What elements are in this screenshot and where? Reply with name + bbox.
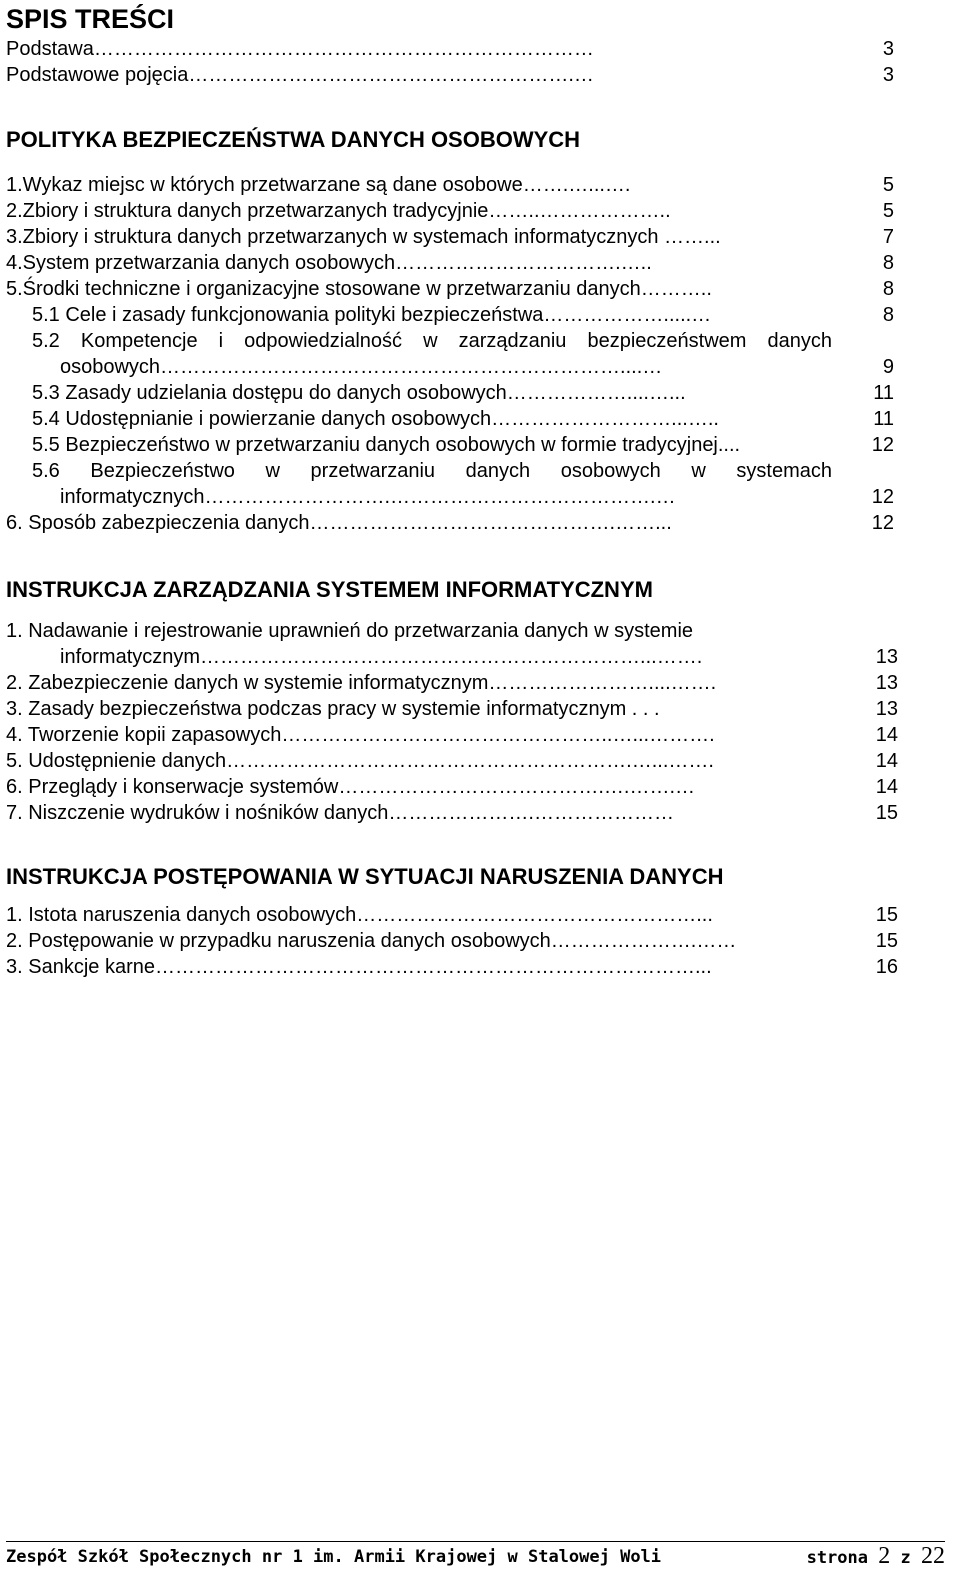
toc-entry-text: 2. Postępowanie w przypadku naruszenia danych osobowych………………….…… [6, 930, 737, 952]
section-heading-polityka: POLITYKA BEZPIECZEŃSTWA DANYCH OSOBOWYCH [6, 127, 581, 152]
toc-entry[interactable] [0, 618, 960, 670]
toc-entry-text: 5.6 Bezpieczeństwo w przetwarzaniu danych osobowych w systemach [32, 460, 832, 482]
toc-entry-text: 6. Przeglądy i konserwacje systemów………………………………….….…….… [6, 776, 696, 798]
section-heading-instrukcja-postepowania: INSTRUKCJA POSTĘPOWANIA W SYTUACJI NARUSZENIA DANYCH [6, 864, 724, 889]
toc-entry[interactable] [0, 406, 960, 432]
toc-entry-page: 15 [875, 930, 898, 952]
footer-page-sep: z [900, 1548, 911, 1568]
toc-entry-page: 16 [875, 956, 898, 978]
footer-divider [6, 1541, 945, 1542]
footer-page-indicator [807, 1542, 945, 1572]
toc-entry[interactable] [0, 224, 960, 250]
toc-entry[interactable] [0, 774, 960, 800]
toc-entry-text: 1.Wykaz miejsc w których przetwarzane są dane osobowe…….…...…. [6, 174, 631, 196]
footer-school-name: Zespół Szkół Społecznych nr 1 im. Armii Krajowej w Stalowej Woli [6, 1547, 662, 1567]
toc-entry-page: 14 [875, 776, 898, 798]
footer-page-current: 2 [878, 1543, 891, 1569]
toc-entry[interactable] [0, 432, 960, 458]
toc-entry-text: 3.Zbiory i struktura danych przetwarzanych w systemach informatycznych ……... [6, 226, 721, 248]
toc-entry-page: 13 [875, 698, 898, 720]
toc-entry-text: 3. Zasady bezpieczeństwa podczas pracy w systemie informatycznym . . . [6, 698, 660, 720]
toc-entry-text: 5.4 Udostępnianie i powierzanie danych osobowych………………………...….. [32, 408, 719, 430]
toc-entry-page: 15 [875, 904, 898, 926]
toc-entry[interactable] [0, 510, 960, 536]
toc-entry-text: 7. Niszczenie wydruków i nośników danych………………….………………… [6, 802, 674, 824]
toc-entry[interactable] [0, 722, 960, 748]
toc-entry-text: 3. Sankcje karne………………………………………………………………………... [6, 956, 712, 978]
toc-entry-text-cont: osobowych……………………………………………………………....… [60, 356, 663, 378]
toc-entry-text: 5.2 Kompetencje i odpowiedzialność w zarządzaniu bezpieczeństwem danych [32, 330, 832, 352]
toc-entry[interactable] [0, 748, 960, 774]
toc-entry-text: 5.Środki techniczne i organizacyjne stosowane w przetwarzaniu danych……….. [6, 278, 712, 300]
toc-entry-page: 13 [875, 672, 898, 694]
toc-entry-text: Podstawa………………………………………………………………… [6, 38, 594, 60]
toc-entry-text: 5.5 Bezpieczeństwo w przetwarzaniu danych osobowych w formie tradycyjnej.... [32, 434, 741, 456]
page-title: SPIS TREŚCI [6, 4, 175, 34]
toc-entry-page: 14 [875, 724, 898, 746]
toc-entry-text: 5.1 Cele i zasady funkcjonowania polityki bezpieczeństwa……………….....… [32, 304, 712, 326]
toc-entry-page: 9 [882, 356, 894, 378]
toc-entry-page: 3 [882, 64, 894, 86]
toc-entry-text-cont: informatycznym…………………………………………………………...……. [60, 646, 703, 668]
toc-entry-text: Podstawowe pojęcia………………………………………………….… [6, 64, 594, 86]
toc-entry-text: 6. Sposób zabezpieczenia danych……………………………………….……... [6, 512, 672, 534]
toc-entry[interactable] [0, 302, 960, 328]
toc-entry[interactable] [0, 954, 960, 980]
toc-entry[interactable] [0, 928, 960, 954]
toc-entry[interactable] [0, 458, 960, 510]
toc-entry-page: 11 [873, 408, 894, 430]
toc-entry[interactable] [0, 800, 960, 826]
toc-entry[interactable] [0, 172, 960, 198]
toc-entry-text: 4. Tworzenie kopii zapasowych…………………………………………..…...………. [6, 724, 715, 746]
section-heading-instrukcja-zarzadzania: INSTRUKCJA ZARZĄDZANIA SYSTEMEM INFORMATYCZNYM [6, 577, 653, 602]
footer-page-prefix: strona [806, 1548, 868, 1568]
toc-entry-page: 14 [875, 750, 898, 772]
toc-entry[interactable] [0, 902, 960, 928]
footer-page-total: 22 [921, 1543, 945, 1569]
toc-entry-page: 8 [882, 304, 894, 326]
toc-entry-page: 3 [882, 38, 894, 60]
toc-entry-text-cont: informatycznych……………………….………………………………….… [60, 486, 676, 508]
toc-entry-page: 15 [875, 802, 898, 824]
toc-entry-text: 5.3 Zasady udzielania dostępu do danych osobowych………………....…... [32, 382, 686, 404]
toc-entry-text: 1. Istota naruszenia danych osobowych……………………………………………... [6, 904, 713, 926]
toc-entry[interactable] [0, 276, 960, 302]
toc-entry-page: 5 [882, 174, 894, 196]
toc-entry[interactable] [0, 36, 960, 62]
toc-entry-text: 4.System przetwarzania danych osobowych…………………………….….. [6, 252, 652, 274]
toc-entry-page: 8 [882, 278, 894, 300]
toc-entry[interactable] [0, 62, 960, 88]
toc-entry-text: 2.Zbiory i struktura danych przetwarzanych tradycyjnie……..……………….. [6, 200, 671, 222]
toc-entry-page: 12 [871, 512, 894, 534]
toc-entry[interactable] [0, 250, 960, 276]
toc-entry-page: 12 [871, 486, 894, 508]
toc-entry-page: 5 [882, 200, 894, 222]
toc-entry-text: 2. Zabezpieczenie danych w systemie informatycznym……………………....……. [6, 672, 717, 694]
toc-entry-text: 5. Udostępnienie danych…………………………………………………….…...……. [6, 750, 714, 772]
toc-entry[interactable] [0, 670, 960, 696]
toc-entry[interactable] [0, 198, 960, 224]
toc-entry-page: 12 [871, 434, 894, 456]
toc-entry-page: 11 [873, 382, 894, 404]
toc-entry[interactable] [0, 380, 960, 406]
toc-entry-page: 13 [875, 646, 898, 668]
toc-entry-page: 7 [882, 226, 894, 248]
toc-entry-text: 1. Nadawanie i rejestrowanie uprawnień do przetwarzania danych w systemie [6, 620, 694, 642]
toc-entry-page: 8 [882, 252, 894, 274]
toc-entry[interactable] [0, 328, 960, 380]
toc-entry[interactable] [0, 696, 960, 722]
